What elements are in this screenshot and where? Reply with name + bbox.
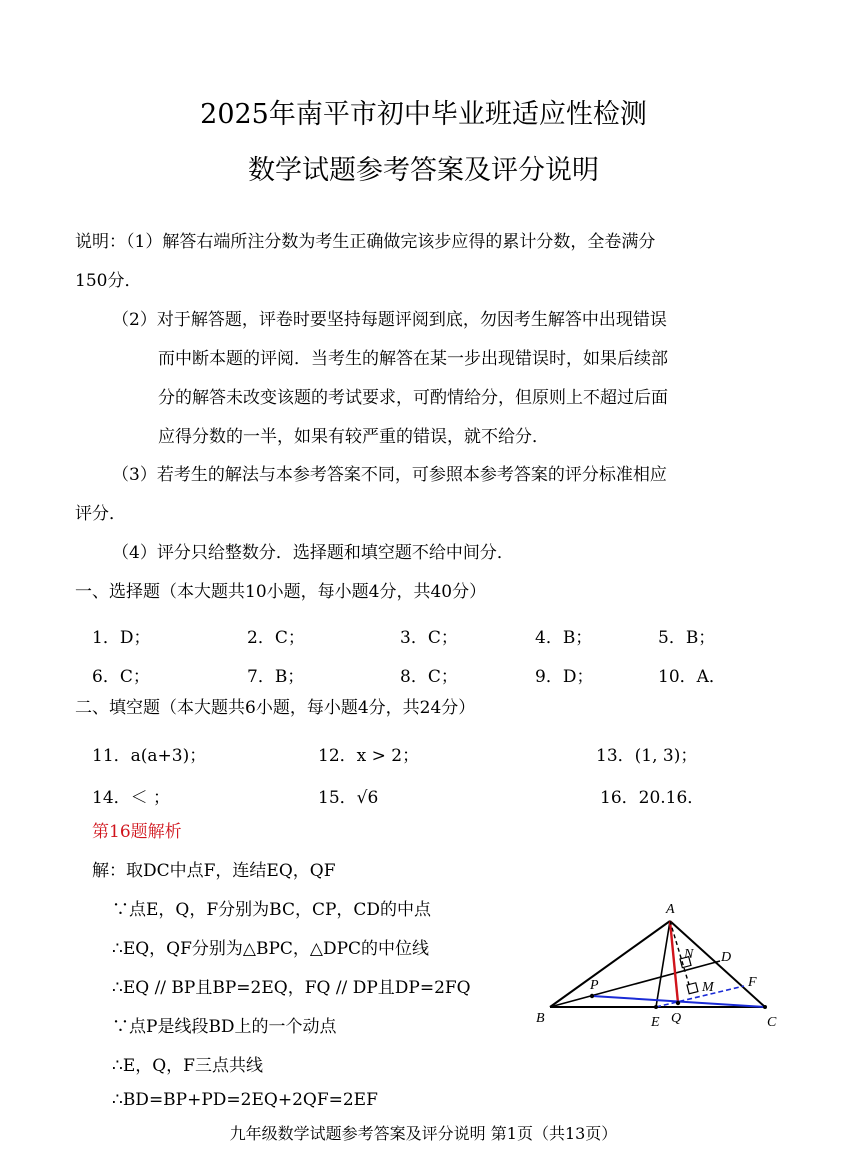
choice-answer-10: 10．A．: [658, 667, 726, 687]
instruction-4-line-1: （4）评分只给整数分．选择题和填空题不给中间分．: [112, 543, 514, 563]
fill-answer-13: 13．(1, 3)；: [596, 746, 698, 766]
fill-answer-14: 14．＜ ；: [92, 788, 171, 808]
instruction-2-line-3: 分的解答未改变该题的考试要求，可酌情给分，但原则上不超过后面: [158, 388, 668, 408]
geometry-figure: [530, 895, 790, 1035]
choice-answer-8: 8．C；: [400, 667, 458, 687]
choice-answer-5: 5．B；: [658, 628, 716, 648]
analysis-line-7: ∴BD=BP+PD=2EQ+2QF=2EF: [112, 1090, 378, 1110]
fill-answer-12: 12．x > 2；: [318, 746, 420, 766]
choice-answer-6: 6．C；: [92, 667, 150, 687]
label-a: A: [666, 902, 675, 917]
analysis-line-5: ∵点P是线段BD上的一个动点: [112, 1017, 337, 1037]
choice-answer-2: 2．C；: [247, 628, 305, 648]
instruction-2-line-1: （2）对于解答题，评卷时要坚持每题评阅到底，勿因考生解答中出现错误: [112, 310, 667, 330]
analysis-line-2: ∵点E，Q，F分别为BC，CP，CD的中点: [112, 900, 432, 920]
analysis-heading: 第16题解析: [92, 822, 182, 842]
analysis-line-3: ∴EQ，QF分别为△BPC，△DPC的中位线: [112, 939, 430, 959]
instruction-3-line-2: 评分．: [75, 504, 126, 524]
analysis-line-6: ∴E，Q，F三点共线: [112, 1056, 263, 1076]
analysis-line-1: 解：取DC中点F，连结EQ，QF: [92, 861, 336, 881]
segment-ac: [670, 921, 765, 1007]
instruction-2-line-4: 应得分数的一半，如果有较严重的错误，就不给分．: [158, 427, 549, 447]
instruction-3-line-1: （3）若考生的解法与本参考答案不同，可参照本参考答案的评分标准相应: [112, 465, 667, 485]
instruction-1-line-2: 150分．: [75, 271, 142, 291]
fill-answer-16: 16．20.16．: [600, 788, 705, 808]
instruction-1-line-1: 说明：（1）解答右端所注分数为考生正确做完该步应得的累计分数，全卷满分: [75, 232, 656, 252]
label-p: P: [590, 978, 599, 993]
choice-answer-4: 4．B；: [535, 628, 593, 648]
segment-ae: [656, 921, 670, 1007]
label-c: C: [767, 1015, 777, 1030]
point-c: [763, 1005, 767, 1009]
choice-answer-3: 3．C；: [400, 628, 458, 648]
fill-answer-15: 15．√6: [318, 788, 379, 808]
section-2-heading: 二、填空题（本大题共6小题，每小题4分，共24分）: [75, 698, 476, 718]
point-e: [654, 1005, 658, 1009]
segment-bd: [550, 961, 720, 1007]
choice-answer-9: 9．D；: [535, 667, 594, 687]
label-e: E: [651, 1015, 660, 1030]
choice-answer-1: 1．D；: [92, 628, 151, 648]
page-footer: 九年级数学试题参考答案及评分说明 第1页（共13页）: [229, 1124, 618, 1143]
page-title: 2025年南平市初中毕业班适应性检测: [200, 99, 647, 130]
label-q: Q: [671, 1011, 682, 1026]
fill-answer-11: 11．a(a+3)；: [92, 746, 207, 766]
right-angle-m: [687, 983, 698, 994]
label-f: F: [748, 975, 757, 990]
label-b: B: [536, 1011, 545, 1026]
segment-ab: [550, 921, 670, 1007]
label-n: N: [684, 947, 694, 962]
point-q: [676, 1001, 680, 1005]
label-m: M: [702, 980, 714, 995]
segment-aq: [670, 921, 678, 1003]
choice-answer-7: 7．B；: [247, 667, 305, 687]
page-subtitle: 数学试题参考答案及评分说明: [248, 155, 599, 186]
instruction-2-line-2: 而中断本题的评阅．当考生的解答在某一步出现错误时，如果后续部: [158, 349, 668, 369]
point-p: [590, 994, 594, 998]
analysis-line-4: ∴EQ // BP且BP=2EQ，FQ // DP且DP=2FQ: [112, 978, 471, 998]
section-1-heading: 一、选择题（本大题共10小题，每小题4分，共40分）: [75, 582, 487, 602]
label-d: D: [721, 950, 732, 965]
